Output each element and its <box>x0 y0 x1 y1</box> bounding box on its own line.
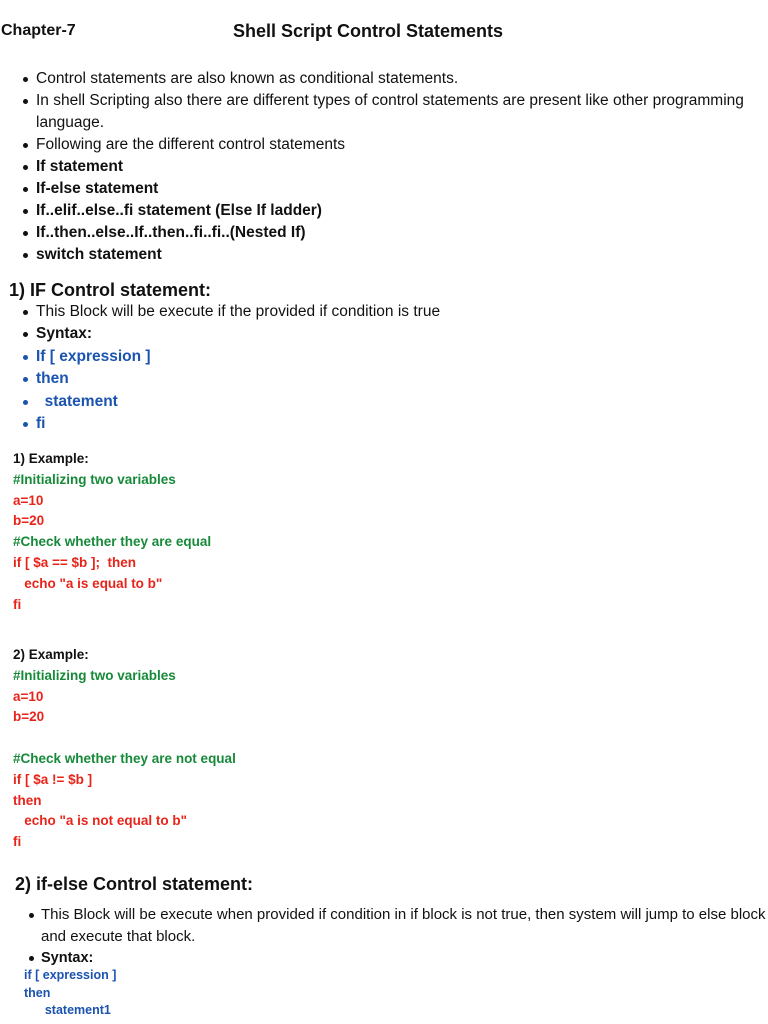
syntax-label: Syntax: <box>0 948 93 968</box>
code-line: then <box>13 792 42 808</box>
intro-list <box>0 68 768 266</box>
code-line: fi <box>13 834 22 850</box>
if-else-syntax-block <box>24 967 116 1020</box>
list-item: Following are the different control statements <box>0 134 768 156</box>
syntax-line: then <box>24 985 51 1000</box>
code-line: b=20 <box>13 513 45 529</box>
list-item: This Block will be execute when provided if condition in if block is not true, then system will jump to else block and execute that block. <box>0 904 768 948</box>
code-line: echo "a is equal to b" <box>13 575 163 591</box>
syntax-label: Syntax: <box>0 323 440 345</box>
if-else-description-list <box>0 904 768 948</box>
syntax-line: if [ expression ] <box>24 968 117 982</box>
code-comment: #Check whether they are not equal <box>13 750 236 766</box>
list-item: If statement <box>0 156 768 178</box>
syntax-line: statement1 <box>24 1003 111 1017</box>
example-label: 2) Example: <box>13 647 89 662</box>
section-heading: 2) if-else Control statement: <box>15 874 254 894</box>
code-comment: #Initializing two variables <box>13 667 176 683</box>
code-comment: #Check whether they are equal <box>13 534 212 550</box>
list-item: If-else statement <box>0 178 768 200</box>
chapter-label: Chapter-7 <box>1 22 76 39</box>
code-line: a=10 <box>13 688 44 704</box>
code-line: echo "a is not equal to b" <box>13 813 188 829</box>
code-line: fi <box>13 596 22 612</box>
example-2-block <box>13 645 236 853</box>
list-item: Control statements are also known as conditional statements. <box>0 68 768 90</box>
page-title: Shell Script Control Statements <box>233 21 504 41</box>
code-line: a=10 <box>13 492 44 508</box>
if-syntax-list <box>0 301 440 435</box>
list-item: This Block will be execute if the provided if condition is true <box>0 301 440 323</box>
list-item: In shell Scripting also there are different types of control statements are present like other programming language. <box>0 90 768 134</box>
code-line: if [ $a != $b ] <box>13 771 93 787</box>
example-label: 1) Example: <box>13 451 89 466</box>
section-heading: 1) IF Control statement: <box>9 280 212 300</box>
syntax-line: If [ expression ] <box>0 346 440 368</box>
code-comment: #Initializing two variables <box>13 471 176 487</box>
code-line: b=20 <box>13 709 45 725</box>
list-item: If..then..else..If..then..fi..fi..(Nested If) <box>0 222 768 244</box>
code-line: if [ $a == $b ]; then <box>13 554 137 570</box>
code-blank-line <box>13 728 236 749</box>
list-item: switch statement <box>0 244 768 266</box>
if-else-syntax-list <box>0 948 93 968</box>
syntax-line: statement <box>0 391 440 413</box>
syntax-line: then <box>0 368 440 390</box>
example-1-block <box>13 449 211 615</box>
list-item: If..elif..else..fi statement (Else If ladder) <box>0 200 768 222</box>
syntax-line: fi <box>0 413 440 435</box>
